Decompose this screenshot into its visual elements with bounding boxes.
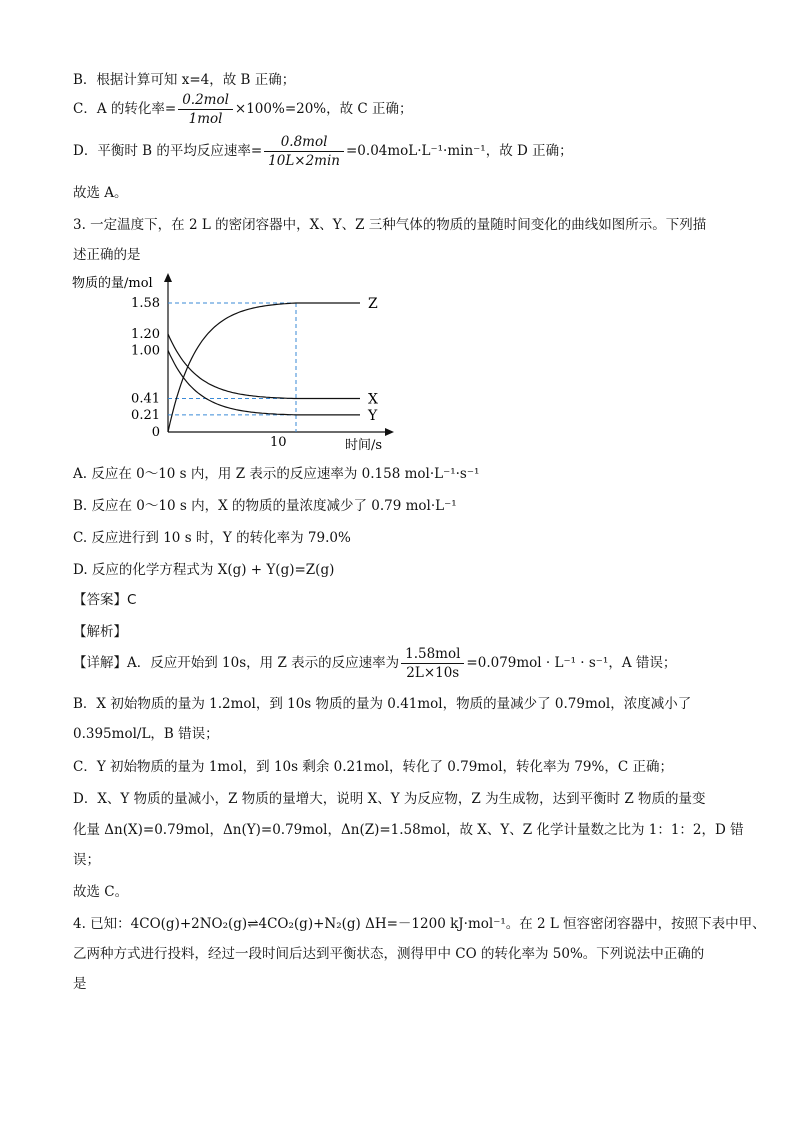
answer-line: [73, 588, 136, 608]
text-line: 故选 A。: [73, 185, 128, 201]
series-label-z: Z: [368, 296, 378, 312]
detail-line: 化量 Δn(X)=0.79mol，Δn(Y)=0.79mol，Δn(Z)=1.58mol，故 X、Y、Z 化学计量数之比为 1：1：2，D 错: [73, 822, 744, 838]
option-c: C. 反应进行到 10 s 时，Y 的转化率为 79.0%: [73, 530, 351, 546]
answer-value: C: [127, 592, 137, 608]
text-segment: =0.079mol · L⁻¹ · s⁻¹，A 错误；: [466, 655, 677, 671]
y-tick-label: 1.20: [131, 327, 160, 343]
numerator: 0.8mol: [264, 133, 344, 152]
series-labels: [367, 296, 378, 424]
chart: [60, 265, 420, 455]
y-tick-label: 0.21: [131, 407, 160, 423]
detail-line: 0.395mol/L，B 错误；: [73, 726, 219, 742]
detail-line: D．X、Y 物质的量减小，Z 物质的量增大，说明 X、Y 为反应物，Z 为生成物，达到平衡时 Z 物质的量变: [73, 791, 706, 807]
y-tick-label: 0: [151, 425, 160, 440]
option-d: D. 反应的化学方程式为 X(g) + Y(g)=Z(g): [73, 562, 335, 578]
detail-line: C．Y 初始物质的量为 1mol，到 10s 剩余 0.21mol，转化了 0.79mol，转化率为 79%，C 正确；: [73, 759, 673, 775]
numerator: 0.2mol: [178, 91, 233, 110]
series-label-x: X: [368, 391, 378, 408]
fraction: [401, 645, 464, 682]
fraction: [178, 91, 233, 128]
text-segment: 【详解】A．反应开始到 10s，用 Z 表示的反应速率为: [73, 655, 400, 671]
text-line: B．根据计算可知 x=4，故 B 正确；: [73, 72, 296, 88]
text-line-fraction: [73, 133, 573, 170]
x-axis-arrow: [385, 428, 394, 436]
y-tick-label: 1.00: [131, 343, 160, 359]
detail-line-fraction: [73, 645, 676, 682]
series-y-line: [168, 350, 360, 415]
question-4-text: 4. 已知：4CO(g)+2NO₂(g)⇌4CO₂(g)+N₂(g) ΔH=－1200 kJ·mol⁻¹。在 2 L 恒容密闭容器中，按照下表中甲、: [73, 916, 766, 932]
text-segment: D．平衡时 B 的平均反应速率=: [73, 143, 263, 159]
question-4-text: 是: [73, 976, 87, 992]
denominator: 1mol: [188, 111, 223, 127]
detail-line: 故选 C。: [73, 884, 129, 900]
answer-label: 【答案】: [73, 592, 127, 608]
y-tick-label: 1.58: [131, 296, 160, 311]
y-tick-label: 0.41: [131, 391, 160, 407]
denominator: 10L×2min: [268, 153, 340, 169]
numerator: 1.58mol: [401, 645, 464, 664]
text-segment: ×100%=20%，故 C 正确；: [234, 101, 413, 117]
text-line-fraction: [73, 91, 413, 128]
series-z-line: [168, 303, 360, 432]
series-x-line: [168, 334, 360, 399]
detail-line: 误；: [73, 852, 100, 868]
text-segment: C．A 的转化率=: [73, 101, 177, 117]
y-axis-arrow: [164, 273, 172, 282]
chart-xlabel: 时间/s: [345, 438, 383, 453]
question-3-text: 述正确的是: [73, 247, 141, 263]
detail-line: B．X 初始物质的量为 1.2mol，到 10s 物质的量为 0.41mol，物质的量减少了 0.79mol，浓度减小了: [73, 696, 692, 712]
denominator: 2L×10s: [406, 665, 460, 681]
question-4-text: 乙两种方式进行投料，经过一段时间后达到平衡状态，测得甲中 CO 的转化率为 50%。下列说法中正确的: [73, 946, 705, 962]
series-label-y: Y: [368, 407, 378, 424]
analysis-label: 【解析】: [73, 624, 127, 640]
option-b: B. 反应在 0～10 s 内，X 的物质的量浓度减少了 0.79 mol·L⁻¹: [73, 498, 457, 514]
chart-ylabel: 物质的量/mol: [72, 276, 153, 291]
option-a: A. 反应在 0～10 s 内，用 Z 表示的反应速率为 0.158 mol·L⁻¹·s⁻¹: [73, 466, 480, 482]
question-3-text: 3. 一定温度下，在 2 L 的密闭容器中，X、Y、Z 三种气体的物质的量随时间变化的曲线如图所示。下列描: [73, 217, 707, 233]
y-tick-labels: [131, 296, 160, 440]
fraction: [264, 133, 344, 170]
x-tick-label: 10: [270, 435, 287, 450]
text-segment: =0.04moL·L⁻¹·min⁻¹，故 D 正确；: [346, 143, 573, 159]
series-curves: [168, 303, 360, 432]
